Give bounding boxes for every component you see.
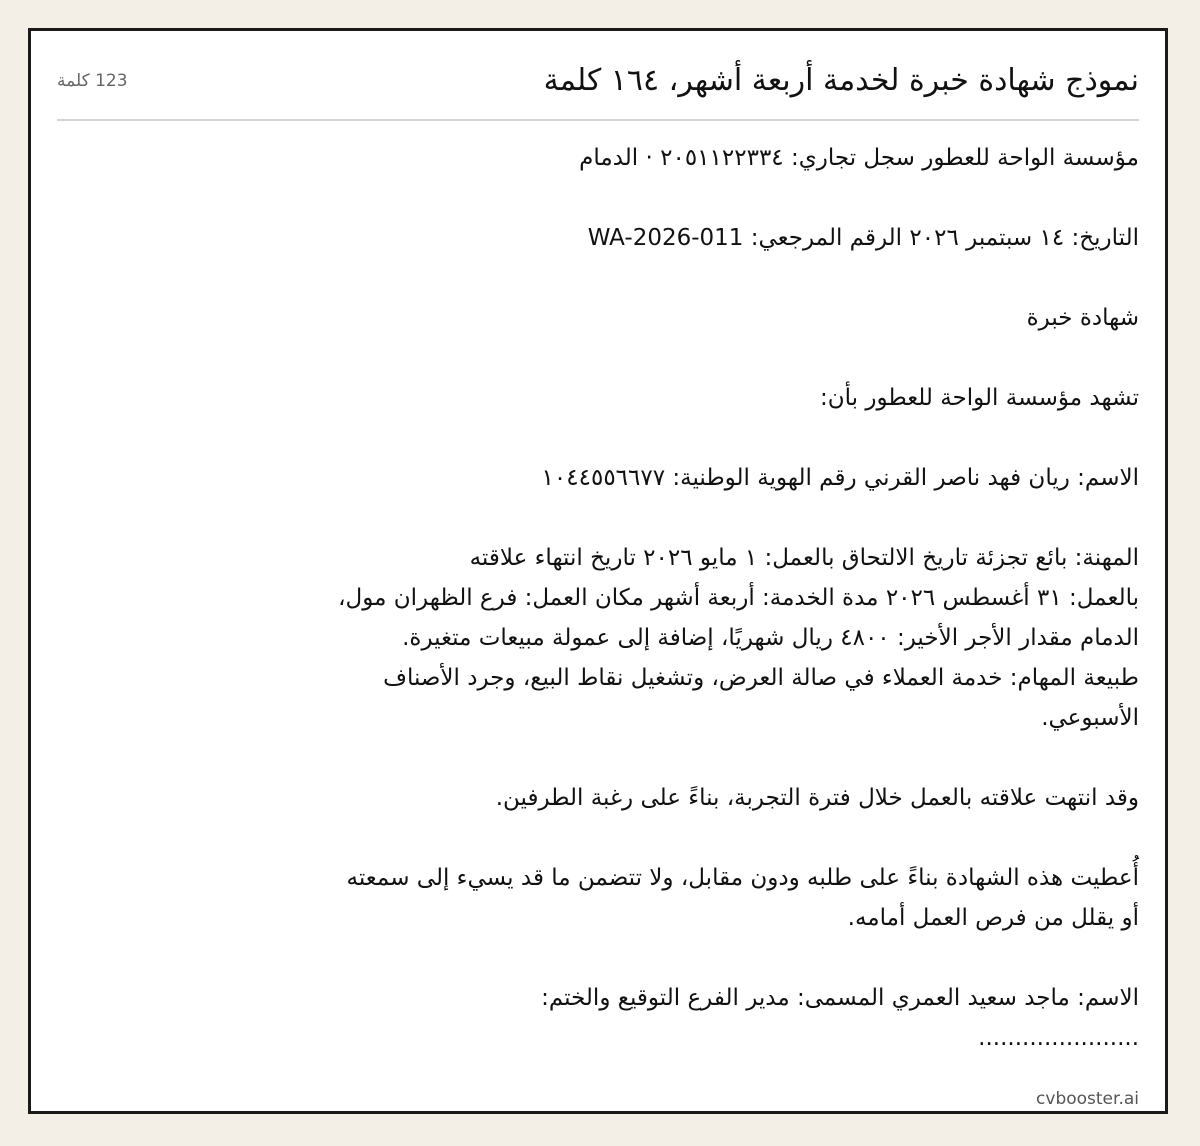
document-card [28, 28, 1168, 1114]
issuance-statement [239, 858, 1139, 938]
signatory-block [239, 978, 1139, 1058]
details-line: المهنة: بائع تجزئة تاريخ الالتحاق بالعمل: ١ مايو ٢٠٢٦ تاريخ انتهاء علاقته [469, 545, 1139, 571]
word-count-label: 123 كلمة [57, 71, 128, 91]
termination-line: وقد انتهت علاقته بالعمل خلال فترة التجربة، بناءً على رغبة الطرفين. [495, 785, 1139, 811]
page-title: نموذج شهادة خبرة لخدمة أربعة أشهر، ١٦٤ كلمة [543, 63, 1139, 98]
issuance-line: أو يقلل من فرص العمل أمامه. [847, 905, 1139, 931]
signature-dots: ...................... [978, 1025, 1139, 1051]
intro-line: تشهد مؤسسة الواحة للعطور بأن: [819, 385, 1139, 411]
document-header [57, 59, 1139, 121]
signatory-line: الاسم: ماجد سعيد العمري المسمى: مدير الفرع التوقيع والختم: [541, 985, 1139, 1011]
certificate-heading: شهادة خبرة [1026, 305, 1139, 331]
company-line: مؤسسة الواحة للعطور سجل تجاري: ٢٠٥١١٢٢٣٣٤ · الدمام [579, 145, 1139, 171]
details-line: الدمام مقدار الأجر الأخير: ٤٨٠٠ ريال شهريًا، إضافة إلى عمولة مبيعات متغيرة. [402, 625, 1139, 651]
employment-details [239, 538, 1139, 738]
date-reference-line: التاريخ: ١٤ سبتمبر ٢٠٢٦ الرقم المرجعي: WA-2026-011 [587, 225, 1139, 251]
details-line: الأسبوعي. [1041, 705, 1139, 731]
issuance-line: أُعطيت هذه الشهادة بناءً على طلبه ودون مقابل، ولا تتضمن ما قد يسيء إلى سمعته [346, 865, 1139, 891]
details-line: طبيعة المهام: خدمة العملاء في صالة العرض، وتشغيل نقاط البيع، وجرد الأصناف [383, 665, 1139, 691]
brand-watermark: cvbooster.ai [1036, 1089, 1139, 1109]
certificate-body [239, 138, 1139, 1058]
details-line: بالعمل: ٣١ أغسطس ٢٠٢٦ مدة الخدمة: أربعة أشهر مكان العمل: فرع الظهران مول، [338, 585, 1139, 611]
employee-name-line: الاسم: ريان فهد ناصر القرني رقم الهوية الوطنية: ١٠٤٤٥٥٦٦٧٧ [541, 465, 1139, 491]
